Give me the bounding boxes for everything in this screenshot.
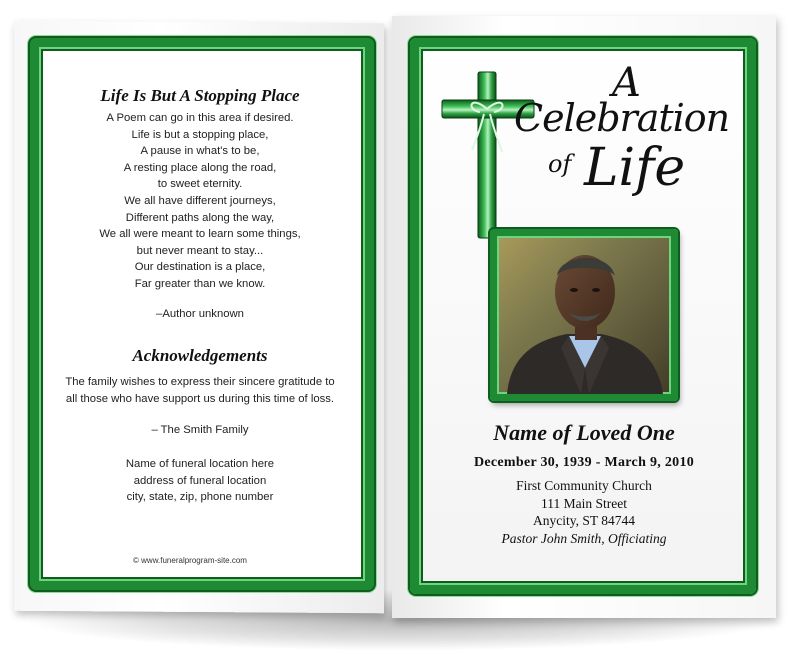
poem-line: Far greater than we know. xyxy=(134,277,266,290)
poem-title: Life Is But A Stopping Place xyxy=(100,86,300,105)
church-street: 111 Main Street xyxy=(541,495,627,511)
title-of: of xyxy=(548,150,572,178)
title-celebration: Celebration xyxy=(514,96,730,140)
location-line: city, state, zip, phone number xyxy=(126,491,274,504)
poem-line: We all have different journeys, xyxy=(124,194,276,207)
poem-line: Life is but a stopping place, xyxy=(131,128,269,141)
life-dates: December 30, 1939 - March 9, 2010 xyxy=(473,455,695,470)
acknowledgements-line: The family wishes to express their sincere gratitude to xyxy=(65,376,335,388)
portrait-image xyxy=(497,236,671,394)
portrait-photo xyxy=(490,229,678,401)
acknowledgements-text xyxy=(40,374,360,407)
title-a: A xyxy=(612,60,641,106)
acknowledgements-title: Acknowledgements xyxy=(132,346,268,365)
acknowledgements-signature: – The Smith Family xyxy=(151,424,249,436)
poem-line: but never meant to stay... xyxy=(136,244,264,257)
location-line: Name of funeral location here xyxy=(125,458,275,470)
poem-line: Our destination is a place, xyxy=(134,261,266,274)
funeral-location xyxy=(40,456,360,506)
officiant: Pastor John Smith, Officiating xyxy=(501,530,667,546)
website-credit: © www.funeralprogram-site.com xyxy=(133,556,247,565)
location-line: address of funeral location xyxy=(133,474,267,487)
title-life: Life xyxy=(584,138,686,198)
poem-line: A Poem can go in this area if desired. xyxy=(106,112,294,124)
acknowledgements-line: all those who have support us during this time of loss. xyxy=(65,392,335,405)
poem-line: Different paths along the way, xyxy=(125,211,275,224)
poem-text xyxy=(40,110,360,293)
poem-line: We all were meant to learn some things, xyxy=(99,228,301,241)
poem-line: A resting place along the road, xyxy=(123,161,277,174)
church-name: First Community Church xyxy=(516,478,652,493)
church-city: Anycity, ST 84744 xyxy=(532,513,635,528)
deceased-name: Name of Loved One xyxy=(493,420,675,445)
service-details xyxy=(412,477,756,547)
poem-line: to sweet eternity. xyxy=(157,178,243,191)
poem-author: –Author unknown xyxy=(156,308,244,320)
poem-line: A pause in what's to be, xyxy=(140,145,260,158)
